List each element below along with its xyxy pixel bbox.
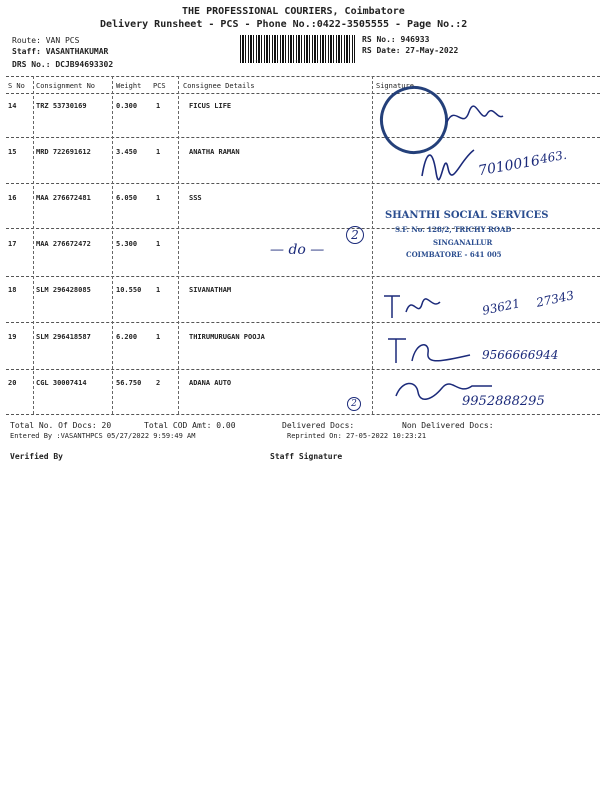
total-docs: Total No. Of Docs: 20 [10,421,112,430]
signature-row18 [382,290,442,320]
total-cod: Total COD Amt: 0.00 [144,421,236,430]
row-pcs: 1 [156,102,161,110]
barcode [240,35,355,63]
column-divider [112,76,113,414]
handwritten-phone: 7010016 [477,152,542,180]
header-rule [6,93,600,94]
row-consignee: ANATHA RAMAN [189,148,240,156]
signature-row19 [384,335,474,367]
row-sno: 14 [8,102,17,110]
entered-by: Entered By :VASANTHPCS 05/27/2022 9:59:49 AM [10,432,196,440]
row-consignment: MRD 722691612 [36,148,91,156]
row-weight: 0.300 [116,102,138,110]
rs-number: RS No.: 946933 [362,35,430,44]
runsheet-subtitle: Delivery Runsheet - PCS - Phone No.:0422-3505555 - Page No.:2 [100,19,468,30]
row-sno: 17 [8,240,17,248]
handwritten-circled-2: 2 [347,397,361,411]
col-header-sno: S No [8,82,25,90]
column-divider [33,76,34,414]
non-delivered-docs: Non Delivered Docs: [402,421,494,430]
signature-row14 [445,102,505,132]
handwritten-number: 463. [538,147,568,167]
col-header-consignment: Consignment No [36,82,96,90]
stamp-line4: COIMBATORE - 641 005 [406,250,502,259]
row-weight: 6.050 [116,194,138,202]
row-consignee: SSS [189,194,202,202]
row-pcs: 1 [156,286,161,294]
row-rule [6,369,600,370]
stamp-line1: SHANTHI SOCIAL SERVICES [385,210,549,221]
row-sno: 16 [8,194,17,202]
row-sno: 19 [8,333,17,341]
staff: Staff: VASANTHAKUMAR [12,47,109,56]
route: Route: VAN PCS [12,36,80,45]
row-consignee: THIRUMURUGAN POOJA [189,333,265,341]
table-bottom-rule [6,414,600,415]
row-sno: 15 [8,148,17,156]
row-pcs: 2 [156,379,161,387]
rs-date: RS Date: 27-May-2022 [362,46,459,55]
company-title: THE PROFESSIONAL COURIERS, Coimbatore [182,6,405,17]
row-consignment: MAA 276672472 [36,240,91,248]
table-top-rule [6,76,600,77]
handwritten-phone: 9952888295 [462,394,545,409]
row-consignment: MAA 276672481 [36,194,91,202]
row-consignment: TRZ 53730169 [36,102,87,110]
row-consignment: SLM 296418587 [36,333,91,341]
row-pcs: 1 [156,240,161,248]
verified-by: Verified By [10,452,63,461]
row-pcs: 1 [156,333,161,341]
col-header-weight: Weight [116,82,142,90]
row-pcs: 1 [156,194,161,202]
drs-number: DRS No.: DCJB94693302 [12,60,114,69]
handwritten-phone: 27343 [534,288,576,310]
row-weight: 6.200 [116,333,138,341]
row-rule [6,322,600,323]
col-header-consignee: Consignee Details [183,82,255,90]
stamp-line3: SINGANALLUR [433,238,493,247]
row-rule [6,276,600,277]
row-rule [6,183,600,184]
row-consignee: ADANA AUTO [189,379,232,387]
row-weight: 5.300 [116,240,138,248]
col-header-signature: Signature [376,82,414,90]
row-rule [6,137,600,138]
row-weight: 56.750 [116,379,142,387]
row-pcs: 1 [156,148,161,156]
handwritten-phone: 93621 [480,296,522,318]
row-weight: 10.550 [116,286,142,294]
col-header-pcs: PCS [153,82,166,90]
handwritten-ditto: — do — [270,242,325,258]
row-sno: 20 [8,379,17,387]
handwritten-circled-2: 2 [346,226,364,244]
staff-signature: Staff Signature [270,452,343,461]
signature-row15 [418,142,478,182]
row-sno: 18 [8,286,17,294]
reprinted-on: Reprinted On: 27-05-2022 10:23:21 [287,432,427,440]
handwritten-phone: 9566666944 [482,348,559,362]
row-consignee: SIVANATHAM [189,286,232,294]
row-consignment: CGL 30007414 [36,379,87,387]
column-divider [178,76,179,414]
row-weight: 3.450 [116,148,138,156]
row-consignment: SLM 296428085 [36,286,91,294]
row-consignee: FICUS LIFE [189,102,232,110]
stamp-line2: S.F. No. 128/2, TRICHY ROAD [395,225,512,234]
delivered-docs: Delivered Docs: [282,421,355,430]
column-divider [372,76,373,414]
